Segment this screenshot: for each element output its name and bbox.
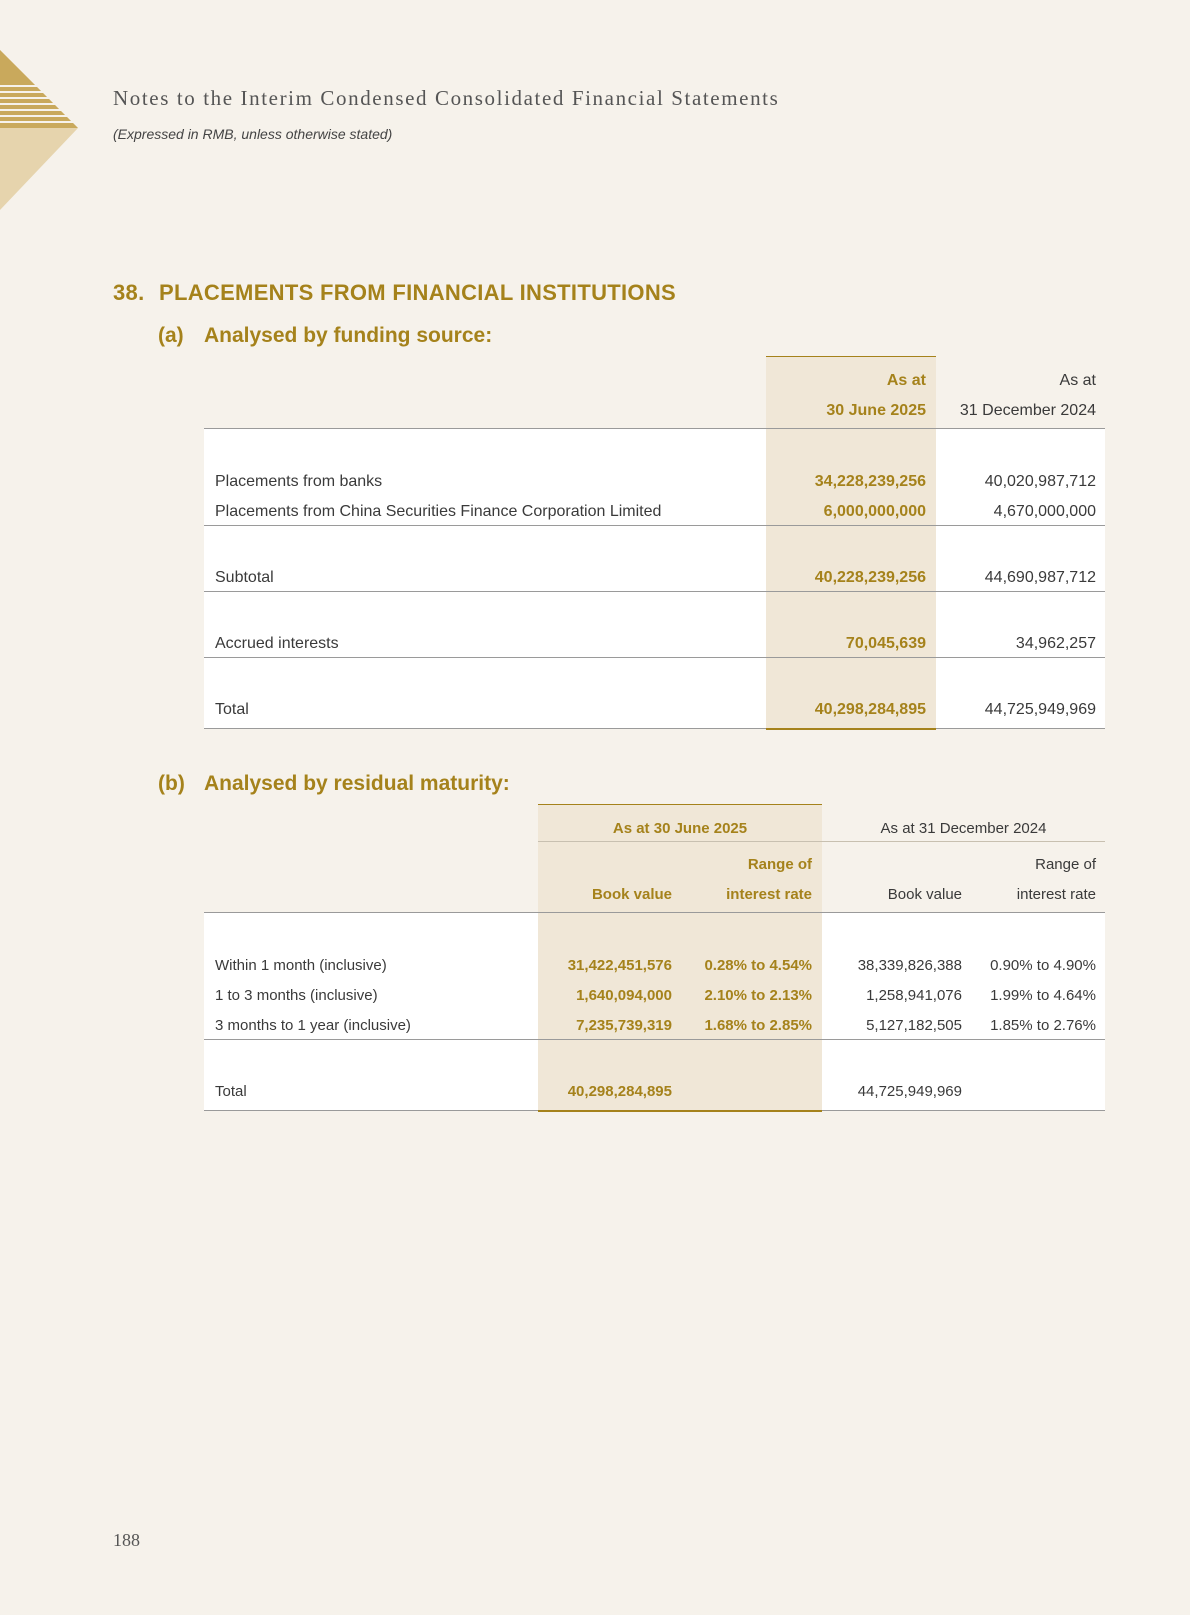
highlight-top-rule (766, 356, 936, 357)
page-number: 188 (113, 1530, 140, 1550)
subsection-b-title (158, 772, 510, 796)
section-title-text: PLACEMENTS FROM FINANCIAL INSTITUTIONS (159, 280, 676, 305)
group-current-header: As at 30 June 2025 (612, 820, 748, 837)
col-current-header-line1: As at (886, 372, 926, 389)
group-prior-header: As at 31 December 2024 (880, 820, 1047, 837)
col-range-prior-line1: Range of (1035, 856, 1096, 873)
subsection-a-label: (a) (158, 324, 184, 347)
page-header-title: Notes to the Interim Condensed Consolidated Financial Statements (113, 86, 780, 110)
corner-decoration (0, 50, 80, 210)
row-value-prior: 34,962,257 (1015, 635, 1096, 652)
section-title (113, 280, 676, 306)
table-bottom-rule (204, 728, 1105, 729)
col-prior-header-line1: As at (1059, 372, 1096, 389)
row-value-current: 6,000,000,000 (823, 503, 926, 520)
total-book-current: 40,298,284,895 (567, 1083, 672, 1100)
row-book-prior: 1,258,941,076 (866, 987, 962, 1004)
col-current-header-line2: 30 June 2025 (826, 402, 926, 419)
col-prior-header-line2: 31 December 2024 (959, 402, 1096, 419)
row-value-prior: 44,690,987,712 (984, 569, 1096, 586)
subsection-a-text: Analysed by funding source: (204, 324, 493, 347)
row-label: Subtotal (215, 569, 274, 586)
row-rule (204, 591, 1105, 592)
row-label: 3 months to 1 year (inclusive) (215, 1017, 411, 1034)
col-range-current-line2: interest rate (726, 886, 812, 903)
subsection-b-text: Analysed by residual maturity: (204, 772, 510, 795)
row-label: Within 1 month (inclusive) (215, 957, 387, 974)
row-label: 1 to 3 months (inclusive) (215, 987, 378, 1004)
row-book-current: 7,235,739,319 (576, 1017, 672, 1034)
row-rate-current: 0.28% to 4.54% (704, 957, 812, 974)
row-rate-prior: 0.90% to 4.90% (990, 957, 1096, 974)
row-label: Accrued interests (215, 635, 339, 652)
row-book-current: 31,422,451,576 (567, 957, 672, 974)
highlight-bottom-rule (766, 728, 936, 730)
subsection-a-title (158, 324, 492, 348)
row-label: Placements from banks (215, 473, 383, 490)
row-rate-prior: 1.85% to 2.76% (990, 1017, 1096, 1034)
col-book-current: Book value (591, 886, 672, 903)
row-rate-current: 1.68% to 2.85% (704, 1017, 812, 1034)
row-rule (204, 1039, 1105, 1040)
row-value-prior: 40,020,987,712 (984, 473, 1096, 490)
section-number: 38. (113, 280, 145, 305)
subsection-b-label: (b) (158, 772, 185, 795)
row-book-prior: 5,127,182,505 (866, 1017, 962, 1034)
col-range-current-line1: Range of (747, 856, 812, 873)
group-header-rule (538, 841, 1105, 842)
row-label: Total (215, 701, 249, 718)
row-rate-prior: 1.99% to 4.64% (990, 987, 1096, 1004)
highlight-top-rule (538, 804, 822, 805)
row-rate-current: 2.10% to 2.13% (704, 987, 812, 1004)
row-value-current: 40,298,284,895 (814, 701, 926, 718)
col-range-prior-line2: interest rate (1016, 886, 1096, 903)
col-book-prior: Book value (887, 886, 962, 903)
row-label: Placements from China Securities Finance Corporation Limited (215, 503, 662, 520)
total-label: Total (215, 1083, 247, 1100)
row-rule (204, 657, 1105, 658)
row-value-prior: 4,670,000,000 (993, 503, 1096, 520)
page-header-subtitle: (Expressed in RMB, unless otherwise stated) (113, 126, 393, 142)
row-value-current: 40,228,239,256 (814, 569, 926, 586)
header-rule (204, 428, 1105, 429)
row-value-current: 34,228,239,256 (814, 473, 926, 490)
highlight-bottom-rule (538, 1110, 822, 1112)
row-book-current: 1,640,094,000 (576, 987, 672, 1004)
total-book-prior: 44,725,949,969 (857, 1083, 962, 1100)
row-value-current: 70,045,639 (845, 635, 926, 652)
header-rule (204, 912, 1105, 913)
row-book-prior: 38,339,826,388 (857, 957, 962, 974)
row-rule (204, 525, 1105, 526)
row-value-prior: 44,725,949,969 (984, 701, 1096, 718)
